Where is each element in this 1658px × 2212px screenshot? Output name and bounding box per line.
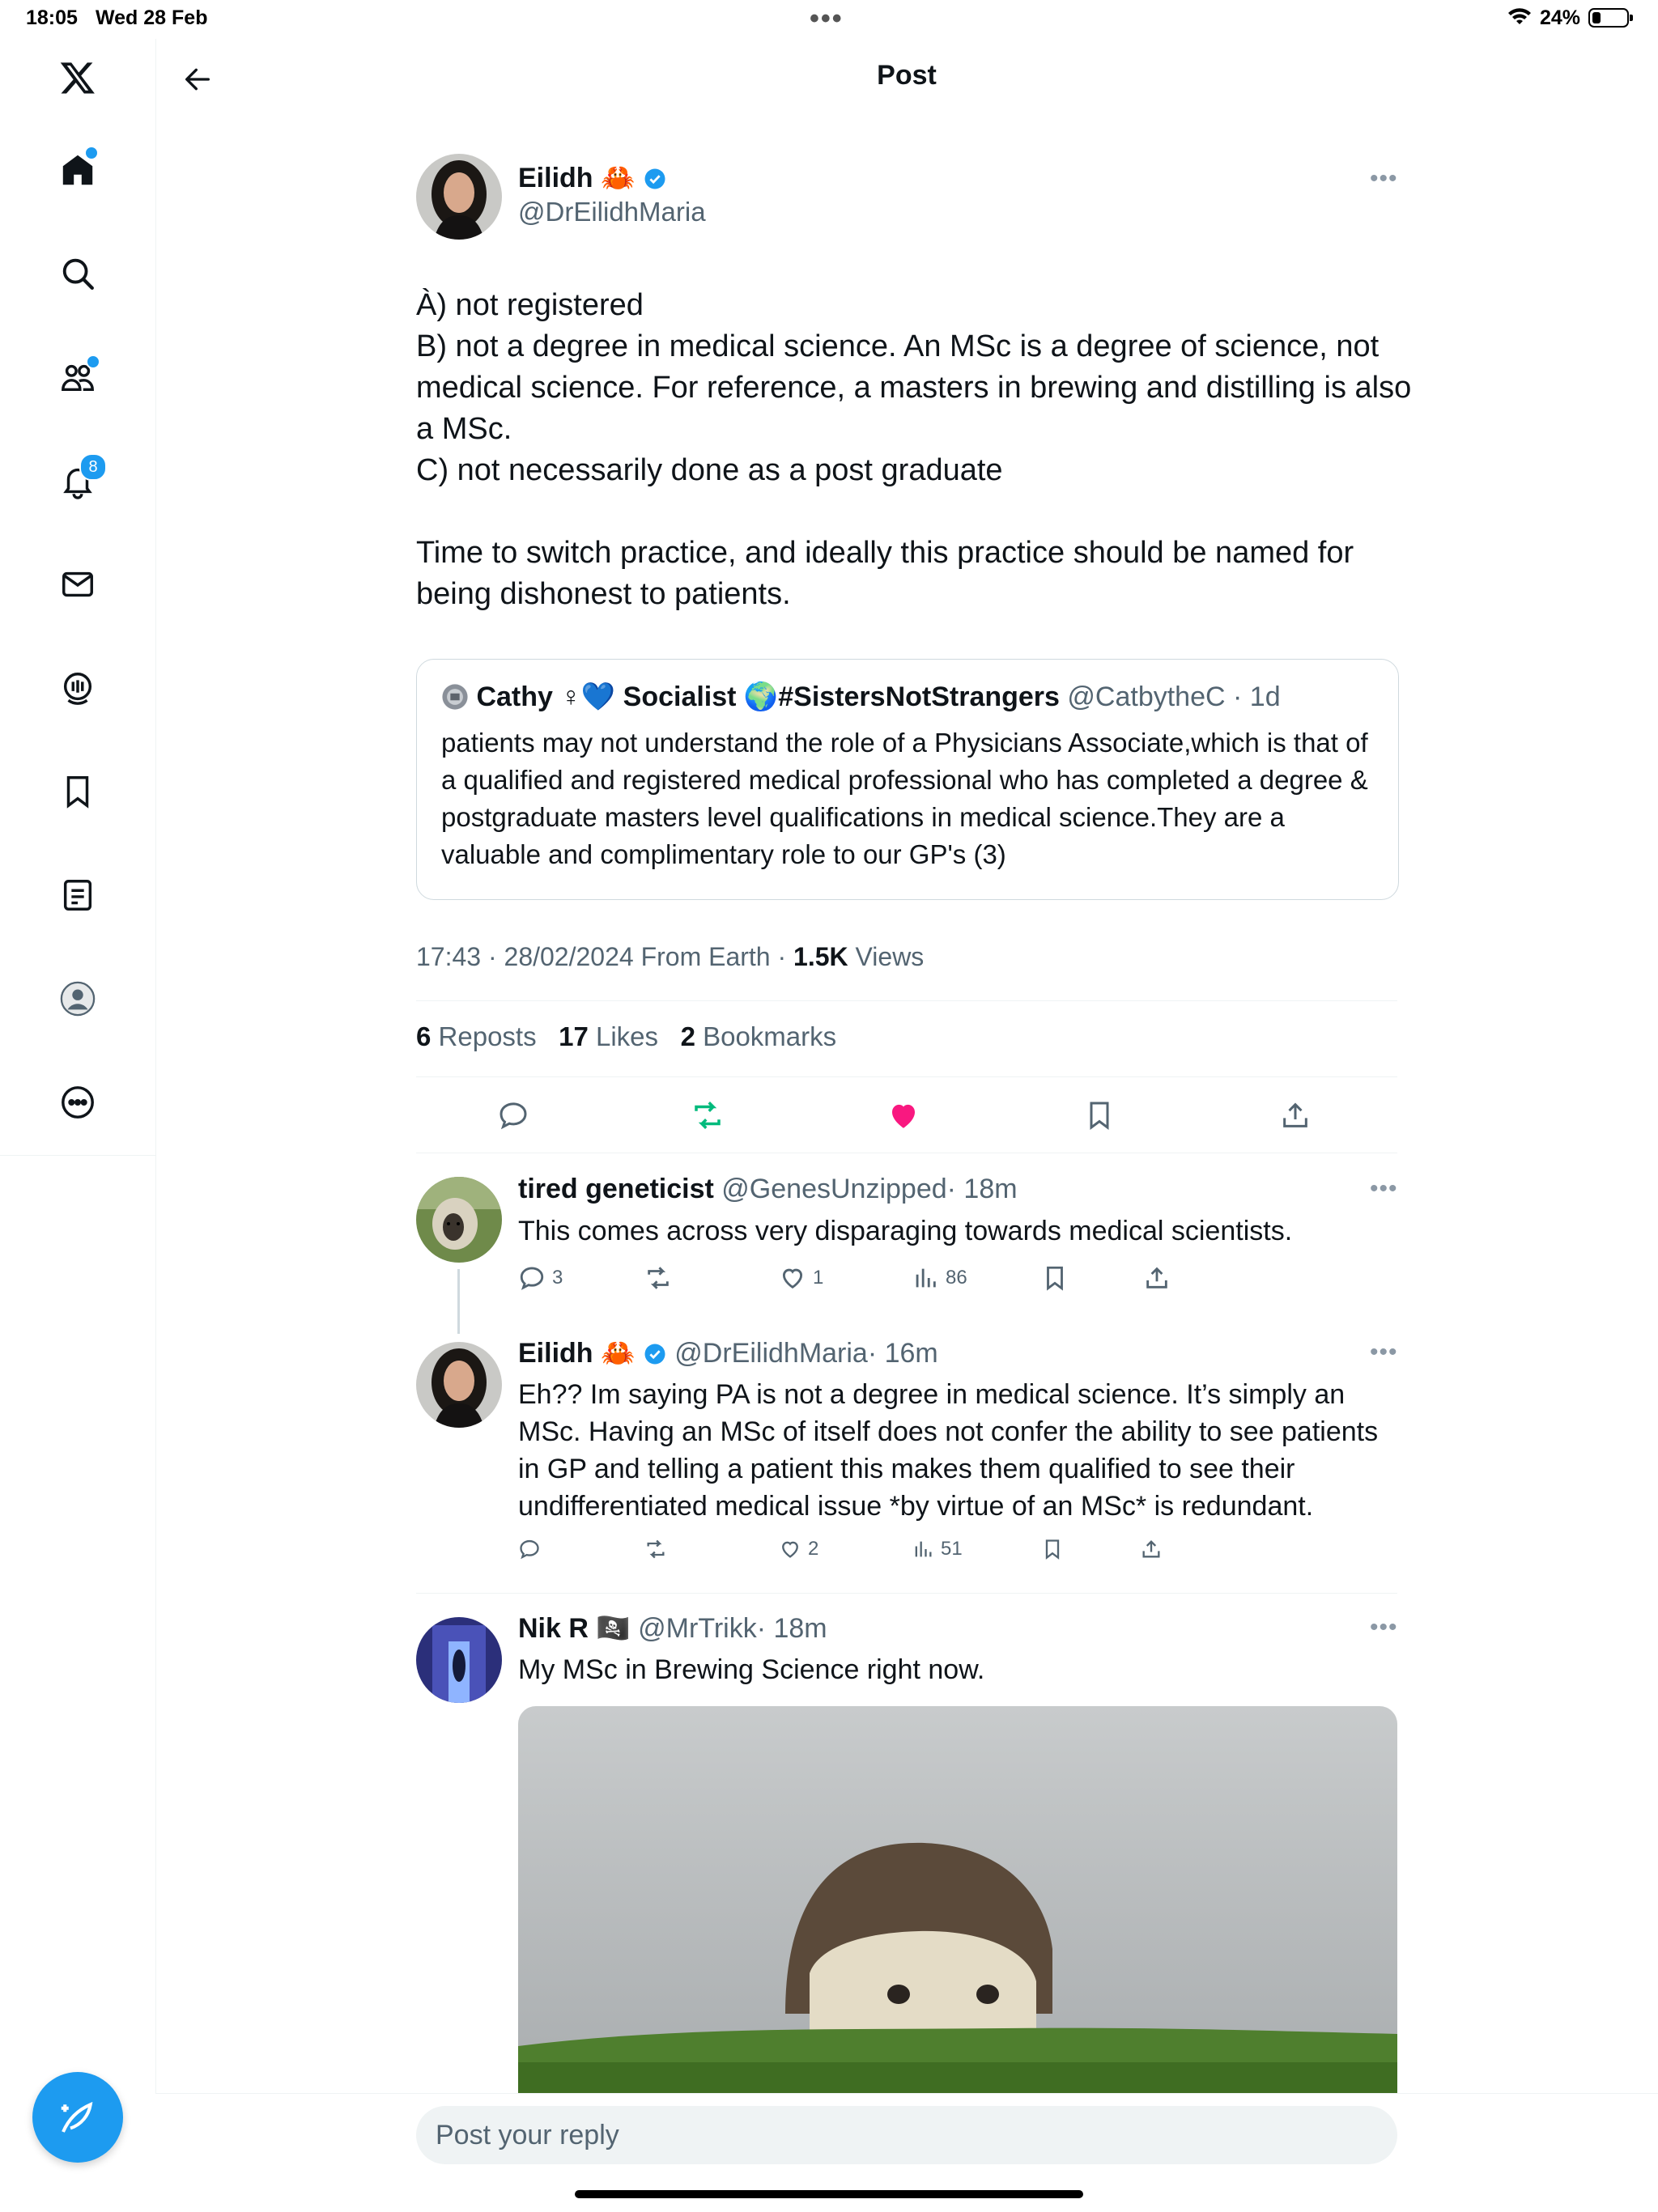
- views-icon: [912, 1264, 939, 1292]
- reply-share-button[interactable]: [1140, 1538, 1169, 1560]
- thread-connector: [457, 1269, 460, 1334]
- post-more-icon[interactable]: •••: [1370, 165, 1398, 192]
- reply-author-handle[interactable]: @MrTrikk: [638, 1613, 757, 1644]
- views-count: 1.5K: [793, 942, 848, 971]
- reply-button[interactable]: [491, 1093, 536, 1138]
- communities-unread-dot: [86, 355, 100, 369]
- reply-header: [518, 1174, 1018, 1205]
- reply-reply-button[interactable]: [518, 1538, 547, 1560]
- bookmarks-stat[interactable]: 2 Bookmarks: [680, 1021, 837, 1051]
- page-title: Post: [877, 60, 937, 91]
- reply-author-name[interactable]: tired geneticist: [518, 1174, 714, 1204]
- reply-share-button[interactable]: [1143, 1264, 1177, 1292]
- quoted-post[interactable]: [416, 659, 1399, 900]
- compose-post-button[interactable]: [32, 2072, 123, 2163]
- reply-time: · 16m: [867, 1338, 938, 1369]
- multitasking-dots-icon[interactable]: •••: [810, 3, 844, 34]
- reply-like-button[interactable]: 1: [779, 1264, 823, 1292]
- reply-reply-button[interactable]: 3: [518, 1264, 563, 1292]
- communities-icon[interactable]: [53, 353, 102, 401]
- verified-badge-icon: [643, 167, 667, 191]
- reply-more-icon[interactable]: •••: [1370, 1614, 1398, 1641]
- more-options-icon[interactable]: [53, 1078, 102, 1127]
- bookmark-icon: [1041, 1264, 1069, 1292]
- reply-time: · 18m: [946, 1174, 1018, 1204]
- reply-header: [518, 1337, 938, 1369]
- reply-bookmark-button[interactable]: [1041, 1264, 1075, 1292]
- reply-avatar[interactable]: [416, 1177, 502, 1263]
- notifications-icon[interactable]: [53, 456, 102, 505]
- reply-text: My MSc in Brewing Science right now.: [518, 1654, 985, 1685]
- mushroom-creature-image: [518, 1706, 1397, 2095]
- reply-media-image[interactable]: [518, 1706, 1397, 2095]
- column-divider: [155, 1156, 156, 2211]
- reply-author-emoji: 🦀: [601, 1338, 636, 1369]
- x-logo-icon[interactable]: [53, 53, 102, 102]
- divider: [416, 1593, 1397, 1594]
- wifi-icon: [1507, 5, 1532, 32]
- bookmarks-icon[interactable]: [53, 767, 102, 816]
- post-timestamp: 17:43 · 28/02/2024 From Earth ·: [416, 942, 794, 971]
- repost-icon: [691, 1098, 725, 1132]
- search-icon[interactable]: [53, 249, 102, 298]
- notifications-badge: 8: [79, 453, 107, 481]
- author-handle[interactable]: @DrEilidhMaria: [518, 197, 706, 227]
- reply-bookmark-button[interactable]: [1041, 1538, 1070, 1560]
- quoted-avatar: [441, 683, 469, 711]
- back-button[interactable]: [173, 55, 222, 104]
- reply-avatar[interactable]: [416, 1342, 502, 1428]
- reply-icon: [518, 1264, 546, 1292]
- tweet-text: À) not registered B) not a degree in medical science. An MSc is a degree of science, not medical science. For reference, a masters in brewing and distilling is also a MSc. C) not necessarily done as a post graduate Time to switch practice, and ideally this practice should be named for being dishonest to patients.: [416, 288, 1412, 611]
- quoted-post-header: [441, 681, 1281, 713]
- profile-icon[interactable]: [53, 974, 102, 1023]
- verified-badge-icon: [643, 1342, 667, 1366]
- author-name-row: [518, 162, 667, 194]
- quoted-author-handle: @CatbytheC: [1067, 681, 1226, 712]
- home-icon[interactable]: [53, 146, 102, 194]
- reply-author-name[interactable]: Nik R: [518, 1613, 589, 1644]
- reply-icon: [497, 1099, 529, 1131]
- reply-text: Eh?? Im saying PA is not a degree in medical science. It’s simply an MSc. Having an MSc of itself does not confer the ability to see patients in GP and telling a patient this makes them qualified to see their undifferentiated medical issue *by virtue of an MSc* is redundant.: [518, 1379, 1379, 1522]
- quoted-post-time: · 1d: [1233, 681, 1281, 712]
- battery-percent: 24%: [1540, 6, 1581, 29]
- heart-icon: [779, 1538, 801, 1560]
- reply-author-emoji: 🏴‍☠️: [596, 1613, 631, 1644]
- reply-text: This comes across very disparaging towards medical scientists.: [518, 1216, 1293, 1246]
- author-name[interactable]: Eilidh: [518, 163, 593, 193]
- reply-header: [518, 1612, 827, 1645]
- share-icon: [1143, 1264, 1171, 1292]
- views-label: Views: [848, 942, 925, 971]
- arrow-left-icon: [181, 63, 214, 96]
- share-icon: [1140, 1538, 1163, 1560]
- likes-stat[interactable]: 17 Likes: [559, 1021, 659, 1051]
- heart-filled-icon: [886, 1098, 920, 1132]
- status-bar: [0, 0, 1658, 39]
- status-date: Wed 28 Feb: [96, 6, 208, 29]
- views-icon: [912, 1538, 934, 1560]
- reply-time: · 18m: [756, 1613, 827, 1644]
- reply-input[interactable]: [416, 2106, 1397, 2164]
- status-time: 18:05: [26, 6, 78, 29]
- like-button[interactable]: [881, 1093, 926, 1138]
- reply-views-button[interactable]: 86: [912, 1264, 967, 1292]
- divider: [416, 1000, 1397, 1001]
- reply-icon: [518, 1538, 541, 1560]
- reply-more-icon[interactable]: •••: [1370, 1339, 1398, 1365]
- compose-feather-icon: [56, 2095, 100, 2139]
- reply-repost-button[interactable]: [644, 1538, 674, 1560]
- share-button[interactable]: [1273, 1093, 1318, 1138]
- author-emoji: 🦀: [601, 163, 636, 193]
- home-unread-dot: [84, 146, 99, 160]
- heart-icon: [779, 1264, 806, 1292]
- bookmark-button[interactable]: [1077, 1093, 1122, 1138]
- post-stats: [416, 1021, 836, 1052]
- share-icon: [1279, 1099, 1312, 1131]
- divider: [416, 1076, 1397, 1077]
- reply-author-name[interactable]: Eilidh: [518, 1338, 593, 1369]
- quoted-post-text: patients may not understand the role of a Physicians Associate,which is that of a qualified and registered medical professional who has completed a degree & postgraduate masters level qualifications in medical science.They are a valuable and complimentary role to our GP's (3): [441, 728, 1368, 869]
- reply-views-button[interactable]: 51: [912, 1538, 963, 1560]
- reply-like-button[interactable]: 2: [779, 1538, 818, 1560]
- author-avatar[interactable]: [416, 154, 502, 240]
- post-meta: [416, 942, 924, 972]
- reply-author-handle[interactable]: @GenesUnzipped: [721, 1174, 947, 1204]
- quoted-author-name: Cathy ♀💙 Socialist 🌍#SistersNotStrangers: [476, 681, 1060, 712]
- reply-repost-button[interactable]: [644, 1264, 678, 1292]
- home-indicator[interactable]: [575, 2190, 1083, 2198]
- reposts-stat[interactable]: 6 Reposts: [416, 1021, 537, 1051]
- repost-icon: [644, 1538, 667, 1560]
- bookmark-icon: [1041, 1538, 1064, 1560]
- battery-icon: [1588, 8, 1629, 28]
- bookmark-icon: [1083, 1099, 1116, 1131]
- grok-spaces-icon[interactable]: [53, 664, 102, 712]
- reply-author-handle[interactable]: @DrEilidhMaria: [674, 1338, 868, 1369]
- reply-avatar[interactable]: [416, 1617, 502, 1703]
- sidebar-divider: [0, 1155, 155, 1156]
- repost-icon: [644, 1264, 672, 1292]
- lists-icon[interactable]: [53, 871, 102, 919]
- repost-button[interactable]: [685, 1093, 730, 1138]
- messages-icon[interactable]: [53, 560, 102, 609]
- reply-more-icon[interactable]: •••: [1370, 1175, 1398, 1202]
